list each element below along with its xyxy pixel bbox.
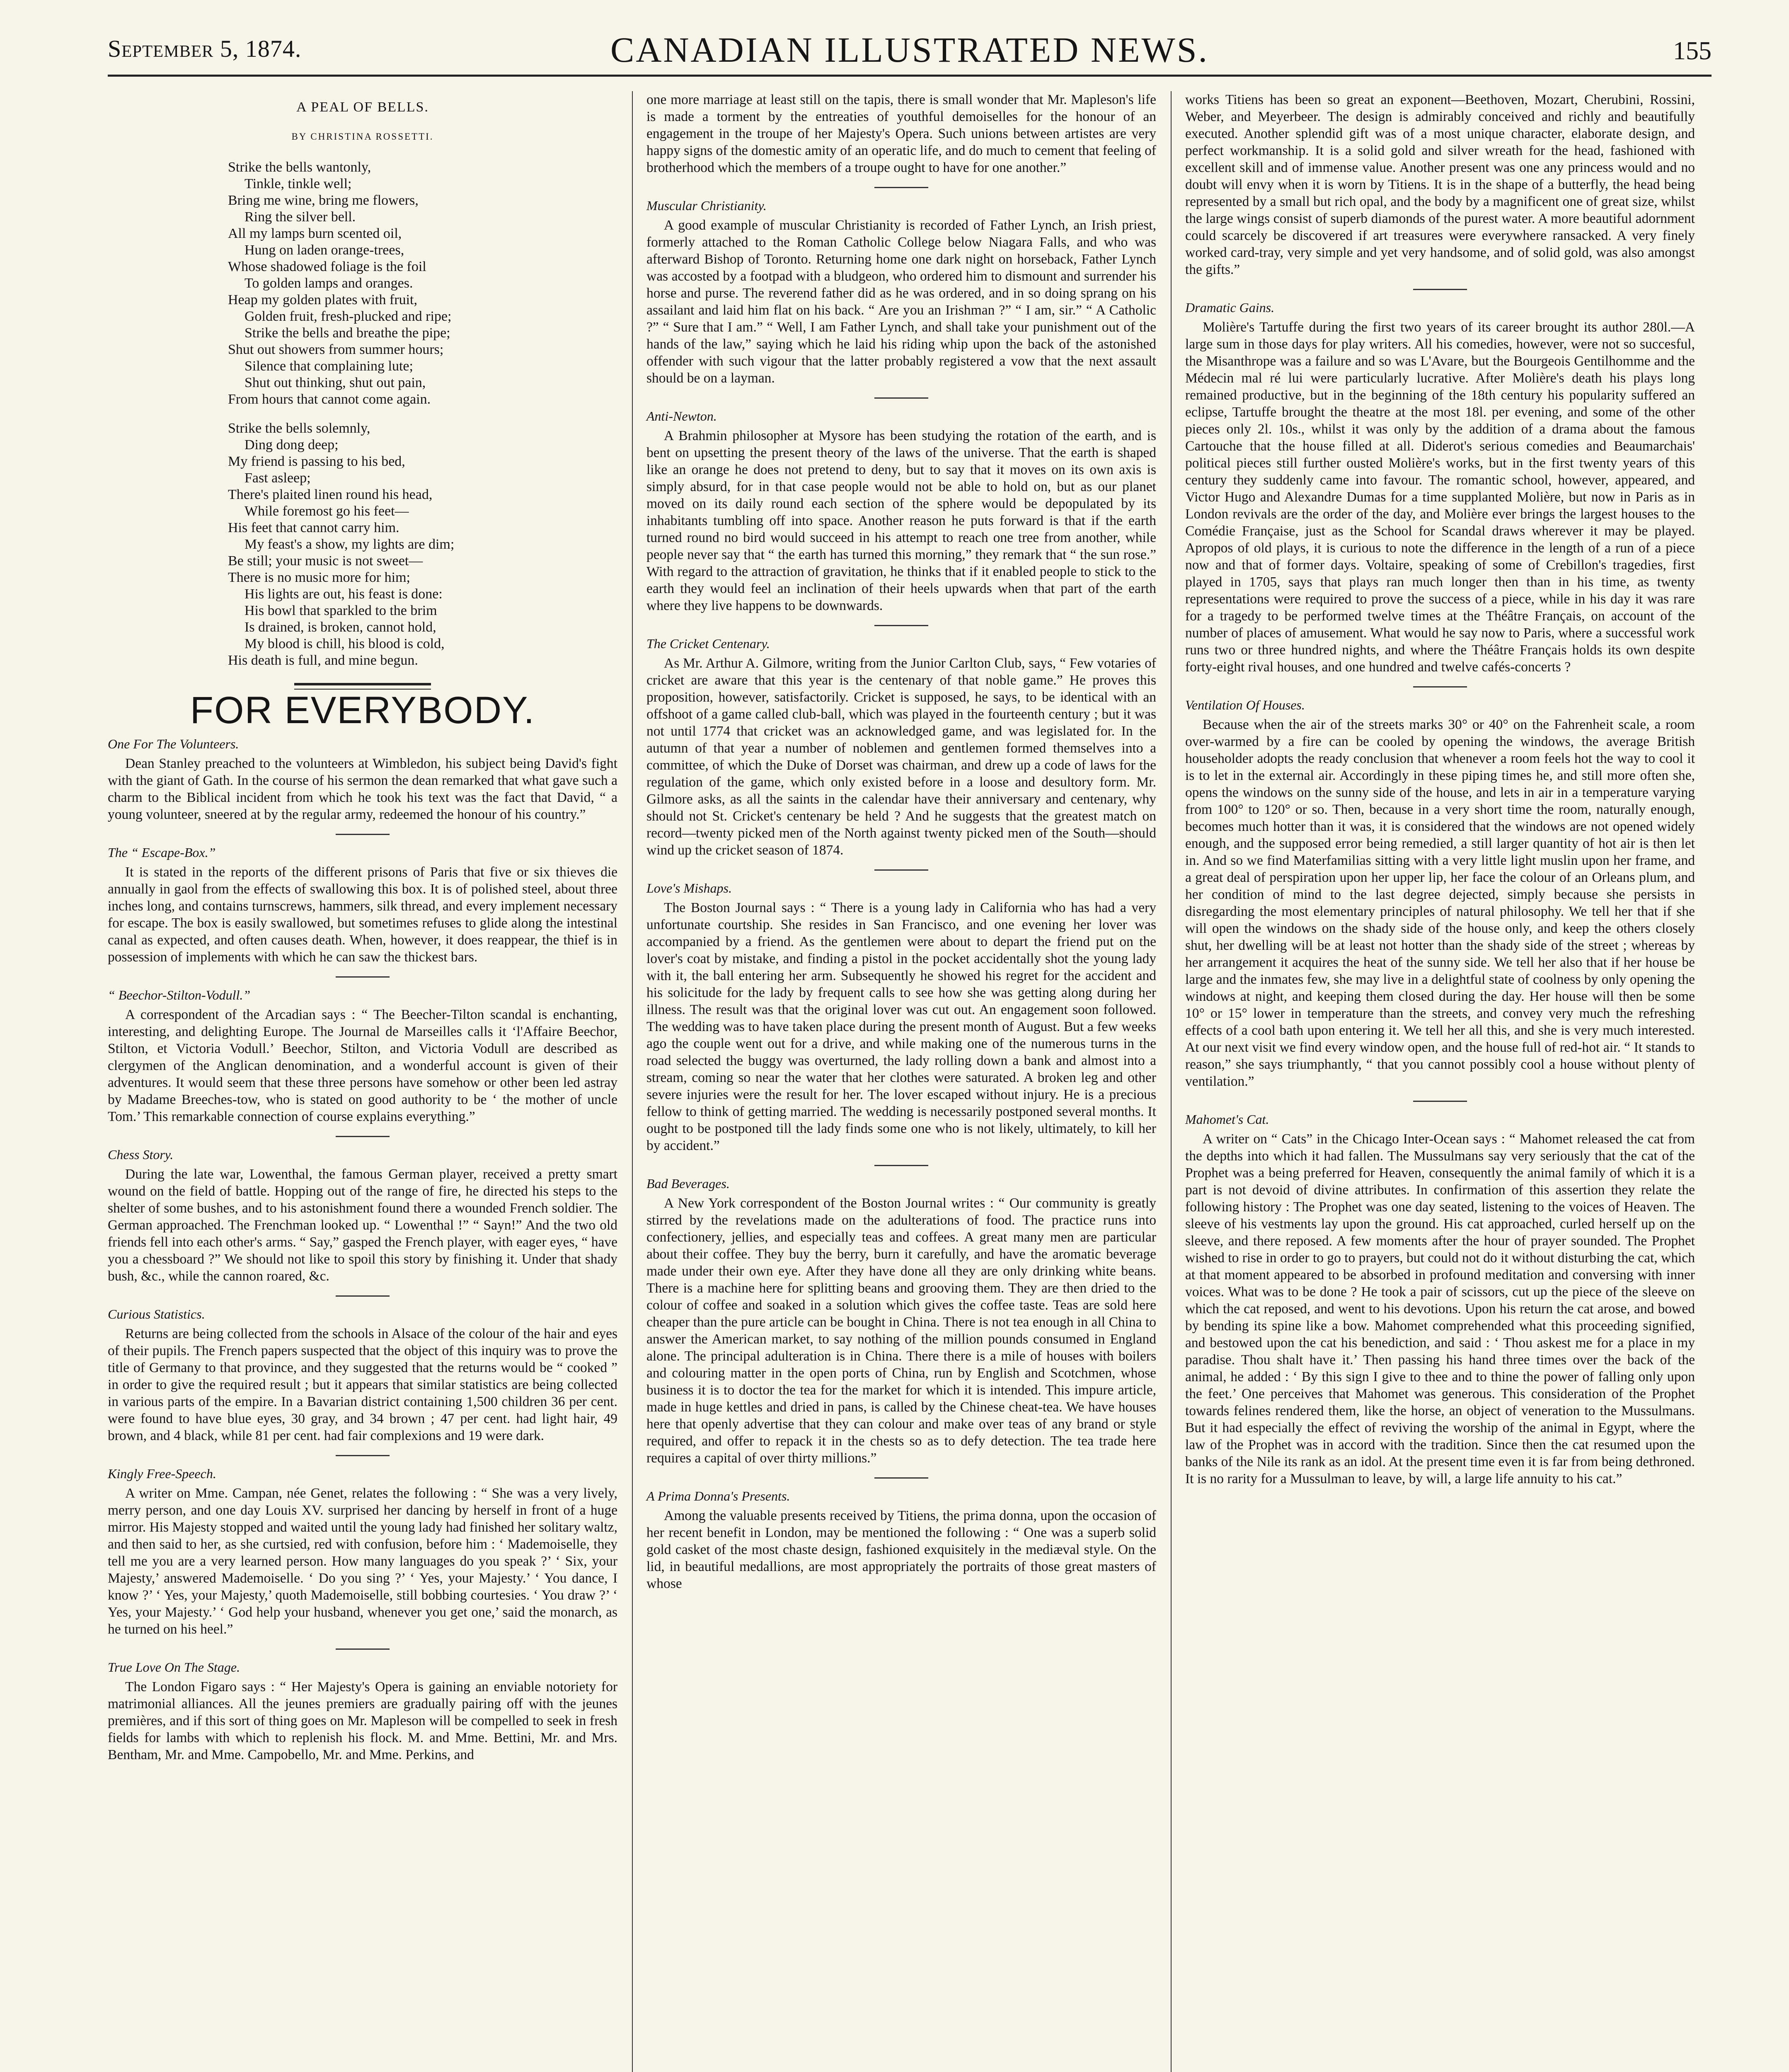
poem-line: Strike the bells solemnly, (228, 421, 370, 436)
article-headline: Ventilation Of Houses. (1185, 697, 1305, 712)
article-kingly (108, 1465, 617, 1638)
poem-line: Whose shadowed foliage is the foil (228, 259, 426, 274)
article-true-love (108, 1659, 617, 1763)
poem-line: From hours that cannot come again. (228, 392, 431, 407)
article-beverages (646, 1175, 1156, 1467)
article-paragraph: A Brahmin philosopher at Mysore has been studying the rotation of the earth, and is bent on upsetting the present theory of the laws of the universe. That the earth is shaped like an orange he does not pretend to deny, but to say that it moves on its own axis is simply absurd, for in that case people would not be able to hold on, but as our planet moved on its daily round each section of the sphere would be depopulated by its inhabitants tumbling off into space. Another reason he puts forward is that if the earth turned round no bird would succeed in his attempt to reach one tree from another, while people never say that “ the earth has turned this morning,” they remark that “ the sun rose.” With regard to the attraction of gravitation, he thinks that if it enabled people to stick to the earth they would feel an inclination of their heels upwards when that part of the earth where they live happens to be downwards. (646, 428, 1156, 613)
poem-line: My friend is passing to his bed, (228, 454, 405, 469)
masthead-rule (108, 75, 1712, 77)
article-divider (874, 1165, 928, 1166)
poem-line: Ding dong deep; (245, 437, 339, 453)
poem-line: Strike the bells wantonly, (228, 160, 371, 175)
article-mishaps (646, 880, 1156, 1154)
poem-line: While foremost go his feet— (245, 503, 409, 519)
poem-title: A PEAL OF BELLS. (296, 99, 429, 115)
article-divider (336, 834, 390, 835)
article-paragraph: As Mr. Arthur A. Gilmore, writing from the Junior Carlton Club, says, “ Few votaries of cricket are aware that this year is the centenary of that noble game.” He proves this proposition, however, satisfactorily. Cricket is supposed, he says, to be identical with an offshoot of a game called club-ball, which was played in the fourteenth century ; but it was not until 1774 that cricket was an acknowledged game, and was legislated for. In the autumn of that year a number of noblemen and gentlemen formed themselves into a committee, of which the Duke of Dorset was chairman, and drew up a code of laws for the regulation of the game, which only existed before in a loose and desultory form. Mr. Gilmore asks, as all the saints in the calendar have their anniversary and centenary, why should not St. Cricket's centenary be held ? And he suggests that the greatest match on record—twenty picked men of the North against twenty picked men of the South—should wind up the cricket season of 1874. (646, 656, 1156, 858)
poem-line: Shut out thinking, shut out pain, (245, 375, 426, 390)
poem-line: Is drained, is broken, cannot hold, (245, 620, 436, 635)
column-1 (108, 91, 617, 1768)
article-prima-donna-cont (1185, 91, 1695, 278)
article-mahomet (1185, 1111, 1695, 1487)
article-paragraph: Because when the air of the streets marks 30° or 40° on the Fahrenheit scale, a room over-warmed by a fire can be cooled by opening the windows, the average British householder adopts the ready conclusion that whenever a room feels hot the way to cool it is to let in the external air. Accordingly in these piping times he, and still more often she, opens the windows on the sunny side of the house, and lets in air in a temperature varying from 100° to 120° or so. Then, because in a very short time the room, naturally enough, becomes much hotter than it was, it is considered that the windows are not opened widely enough, and the supposed error being remedied, a still larger quantity of hot air is then let in. And so we find Materfamilias sitting with a very little light muslin upon her frame, and a great deal of perspiration upon her upper lip, her face the colour of an Orleans plum, and her condition of mind to the last degree dejected, simply because she persists in disregarding the most elementary principles of natural philosophy. We tell her that if she will open the windows on the shady side of the house only, and keep the others closely shut, her dwelling will be at least not hotter than the shady side of the street ; whereas by her arrangement it acquires the heat of the sunny side. We tell her also that if her house be large and the inmates few, she may live in a delightful state of coolness by only opening the windows at night, and keeping them closed during the day. Her house will then be some 10° or 15° lower in temperature than the streets, and convey very much the refreshing effects of a cool bath upon entering it. We tell her all this, and she is very much interested. At our next visit we find every window open, and the house full of red-hot air. “ It stands to reason,” she says triumphantly, “ that you cannot possibly cool a house without plenty of ventilation.” (1185, 717, 1695, 1089)
column-divider (632, 91, 633, 2072)
poem-line: His lights are out, his feast is done: (245, 586, 443, 602)
article-paragraph: Dean Stanley preached to the volunteers at Wimbledon, his subject being David's fight with the giant of Gath. In the course of his sermon the dean remarked that what gave such a charm to the Biblical incident from which he took his text was the fact that David, “ a young volunteer, sneered at by the regular army, redeemed the honour of his country.” (108, 756, 617, 822)
article-divider (1413, 289, 1467, 290)
poem-line: Bring me wine, bring me flowers, (228, 193, 419, 208)
article-cricket (646, 635, 1156, 859)
article-paragraph: The London Figaro says : “ Her Majesty's Opera is gaining an enviable notoriety for matrimonial alliances. All the jeunes premiers are gradually pairing off with the jeunes premières, and if this sort of thing goes on Mr. Mapleson will be compelled to seek in fresh fields for lambs with which to replenish his flock. M. and Mme. Bettini, Mr. and Mrs. Bentham, Mr. and Mme. Campobello, Mr. and Mme. Perkins, and (108, 1679, 617, 1762)
article-divider (874, 1477, 928, 1479)
article-paragraph: one more marriage at least still on the tapis, there is small wonder that Mr. Mapleson's life is made a torment by the entreaties of youthful demoiselles for the honour of an engagement in the troupe of her Majesty's Opera. Such unions between artistes are very happy signs of the domestic amity of an operatic life, and do much to cement that feeling of brotherhood which the members of a troupe ought to have for one another.” (646, 92, 1156, 175)
poem-line: His bowl that sparkled to the brim (245, 603, 437, 618)
article-headline: Mahomet's Cat. (1185, 1112, 1269, 1127)
poem-line: Shut out showers from summer hours; (228, 342, 444, 357)
article-statistics (108, 1306, 617, 1444)
article-divider (336, 1295, 390, 1297)
poem-line: Ring the silver bell. (245, 209, 356, 225)
poem-line: My blood is chill, his blood is cold, (245, 636, 445, 651)
column-divider (1171, 91, 1172, 2072)
article-paragraph: Returns are being collected from the schools in Alsace of the colour of the hair and eyes of their pupils. The French papers suspected that the object of this inquiry was to prove the title of Germany to that province, and they suggested that the returns would be “ cooked ” in order to give the required result ; but it appears that similar statistics are being collected in various parts of the empire. In a Bavarian district containing 1,500 children 36 per cent. were found to have blue eyes, 30 gray, and 34 brown ; 47 per cent. had light hair, 49 brown, and 4 black, while 81 per cent. had fair complexions and 19 were dark. (108, 1326, 617, 1443)
poem-line: Be still; your music is not sweet— (228, 553, 423, 569)
masthead (108, 29, 1712, 75)
article-anti-newton (646, 408, 1156, 614)
article-divider (874, 187, 928, 188)
article-paragraph: The Boston Journal says : “ There is a young lady in California who has had a very unfortunate courtship. She resides in San Francisco, and one evening her lover was accompanied by a friend. As the gentlemen were about to depart the friend put on the lover's coat by mistake, and finding a pistol in the pocket accidentally shot the young lady with it, the ball entering her arm. Subsequently he showed his regret for the accident and his solicitude for the lady by frequent calls to see how she was getting along during her illness. The result was that the original lover was cut out. An engagement soon followed. The wedding was to have taken place during the present month of August. But a few weeks ago the couple went out for a drive, and while making one of the numerous turns in the road selected the buggy was overturned, the lady rolling down a bank and almost into a stream, coming so near the water that her clothes were saturated. A broken leg and other severe injuries were the result for her. The lover escaped without injury. He is a precious fellow to think of getting married. The wedding is necessarily postponed several months. It ought to be postponed till the lady finds some one who is not likely, ultimately, to kill her by accident.” (646, 900, 1156, 1153)
article-divider (874, 397, 928, 399)
poem-line: Fast asleep; (245, 470, 311, 486)
article-muscular (646, 197, 1156, 387)
column-3 (1185, 91, 1695, 1492)
article-paragraph: During the late war, Lowenthal, the famous German player, received a pretty smart wound on the field of battle. Hopping out of the range of fire, he directed his steps to the shelter of some bushes, and to his astonishment found there a wounded French soldier. The German approached. The Frenchman looked up. “ Lowenthal !” “ Sayn!” And the two old friends fell into each other's arms. “ Say,” gasped the French player, with eager eyes, “ have you a chessboard ?” We should not like to spoil this story by finishing it. Under that shady bush, &c., while the cannon roared, &c. (108, 1167, 617, 1284)
article-escape-box (108, 844, 617, 966)
article-headline: A Prima Donna's Presents. (646, 1489, 790, 1503)
poem-line: Silence that complaining lute; (245, 358, 413, 374)
poem-line: Strike the bells and breathe the pipe; (245, 325, 450, 341)
article-headline: Chess Story. (108, 1147, 174, 1162)
article-paragraph: A writer on Mme. Campan, née Genet, relates the following : “ She was a very lively, merry person, and one day Louis XV. surprised her dancing by herself in front of a huge mirror. His Majesty stopped and waited until the young lady had finished her solitary waltz, and then said to her, as she curtsied, red with confusion, before him : ‘ Mademoiselle, they tell me you are a very learned person. How many languages do you speak ?’ ‘ Six, your Majesty,’ answered Mademoiselle. ‘ Do you sing ?’ ‘ Yes, your Majesty.’ ‘ You dance, I know ?’ ‘ Yes, your Majesty,’ quoth Mademoiselle, still bobbing courtesies. ‘ You draw ?’ ‘ Yes, your Majesty.’ ‘ God help your husband, whenever you get one,’ said the monarch, as he turned on his heel.” (108, 1486, 617, 1637)
poem-line: Tinkle, tinkle well; (245, 176, 352, 191)
poem-line: Heap my golden plates with fruit, (228, 292, 418, 307)
poem-line: My feast's a show, my lights are dim; (245, 537, 455, 552)
poem-line: His feet that cannot carry him. (228, 520, 399, 535)
article-headline: One For The Volunteers. (108, 736, 239, 751)
poem-line: Golden fruit, fresh-plucked and ripe; (245, 309, 452, 324)
article-beecher (108, 987, 617, 1125)
article-divider (1413, 686, 1467, 687)
article-headline: Muscular Christianity. (646, 198, 767, 213)
poem-stanza (228, 159, 617, 408)
poem-stanza (228, 420, 617, 669)
page-number: 155 (1673, 37, 1712, 65)
article-paragraph: Among the valuable presents received by Titiens, the prima donna, upon the occasion of her recent benefit in London, may be mentioned the following : “ One was a superb solid gold casket of the most chaste design, fashioned exquisitely in the mediæval style. On the lid, in beautiful medallions, are most appropriately the portraits of those great masters of whose (646, 1508, 1156, 1591)
article-true-love-cont (646, 91, 1156, 176)
article-divider (1413, 1101, 1467, 1102)
article-headline: The “ Escape-Box.” (108, 845, 216, 860)
article-headline: Anti-Newton. (646, 409, 717, 424)
article-divider (336, 1136, 390, 1137)
article-chess (108, 1146, 617, 1285)
poem-byline: BY CHRISTINA ROSSETTI. (291, 131, 434, 142)
poem-line: His death is full, and mine begun. (228, 653, 418, 668)
issue-date: September 5, 1874. (108, 35, 302, 62)
article-dramatic (1185, 299, 1695, 675)
poem-line: All my lamps burn scented oil, (228, 226, 402, 241)
article-paragraph: works Titiens has been so great an exponent—Beethoven, Mozart, Cherubini, Rossini, Weber, and Meyerbeer. The design is admirably conceived and richly and beautifully executed. Another splendid gift was of a most unique character, elaborate design, and perfect workmanship. It is a solid gold and silver wreath for the head, fashioned with excellent skill and of immense value. Another present was one any princess would and no doubt will envy when it is worn by Titiens. It is in the shape of a butterfly, the head being represented by a small but rich opal, and the body by a magnificent one of great size, whilst the large wings consist of superb diamonds of the purest water. A more beautiful adornment could scarcely be discovered if art treasures were everywhere ransacked. A very finely worked card-tray, very simple and yet very handsome, and of solid gold, was also amongst the gifts.” (1185, 92, 1695, 277)
poem-line: To golden lamps and oranges. (245, 276, 413, 291)
article-headline: Love's Mishaps. (646, 881, 732, 896)
article-headline: “ Beechor-Stilton-Vodull.” (108, 988, 251, 1002)
article-prima-donna (646, 1488, 1156, 1592)
article-paragraph: A correspondent of the Arcadian says : “ The Beecher-Tilton scandal is enchanting, interesting, and delighting Europe. The Journal de Marseilles calls it ‘l'Affaire Beechor, Stilton, et Victoria Vodull.’ Beechor, Stilton, and Victoria Vodull are described as clergymen of the Anglican denomination, and a wonderful account is given of their adventures. It would seem that these three persons have somehow or other been led astray by Madame Breeches-tow, who is stated on good authority to be ‘ the mother of uncle Tom.’ This remarkable connection of course explains everything.” (108, 1007, 617, 1124)
article-headline: True Love On The Stage. (108, 1660, 240, 1675)
newspaper-title: CANADIAN ILLUSTRATED NEWS. (610, 30, 1209, 70)
article-divider (874, 869, 928, 871)
article-headline: Bad Beverages. (646, 1176, 730, 1191)
article-divider (336, 1455, 390, 1456)
article-headline: Dramatic Gains. (1185, 300, 1275, 315)
article-paragraph: A good example of muscular Christianity is recorded of Father Lynch, an Irish priest, formerly attached to the Roman Catholic College below Niagara Falls, and who was afterward Bishop of Toronto. Returning home one dark night on horseback, Father Lynch was accosted by a footpad with a bludgeon, who ordered him to dismount and surrender his horse and purse. The reverend father did as he was ordered, and in so doing sprang on his assailant and laid him flat on his back. “ Are you an Irishman ?” “ I am, sir.” “ A Catholic ?” “ Sure that I am.” “ Well, I am Father Lynch, and shall take your punishment out of the hands of the law,” saying which he laid his riding whip upon the back of the astonished offender with such vigour that the latter probably registered a vow that the next assault should be on a layman. (646, 218, 1156, 386)
section-title: FOR EVERYBODY. (190, 689, 535, 731)
article-volunteers (108, 736, 617, 823)
article-ventilation (1185, 697, 1695, 1090)
poem-line: There is no music more for him; (228, 570, 411, 585)
article-headline: The Cricket Centenary. (646, 636, 770, 651)
article-divider (336, 1648, 390, 1650)
section-rule (294, 683, 431, 685)
article-paragraph: A New York correspondent of the Boston Journal writes : “ Our community is greatly stirred by the revelations made on the adulterations of food. The practice runs into confectionery, jellies, and especially teas and coffees. A great many men are particular about their coffee. They buy the berry, burn it carefully, and have the aromatic beverage made under their own eye. After they have done all they are only drinking white beans. There is a machine here for splitting beans and grooving them. They are then dried to the colour of coffee and soaked in a solution which gives the coffee taste. Teas are sold here cheaper than the pure article can be bought in China. There is not tea enough in all China to answer the American market, to say nothing of the million pounds consumed in England alone. The principal adulteration is in China. There there is a mile of houses with boilers and colouring matter in the open ports of China, run by English and Scotchmen, whose business it is to doctor the tea for the market for which it is intended. This impure article, made in huge kettles and dried in pans, is called by the Chinese cheat-tea. We have houses here that openly advertise that they can colour and make over teas of any brand or style required, and offer to repack it in the chests so as to defy detection. The tea trade here requires a capital of over thirty millions.” (646, 1196, 1156, 1466)
article-paragraph: A writer on “ Cats” in the Chicago Inter-Ocean says : “ Mahomet released the cat from the depths into which it had fallen. The Mussulmans say very seriously that the cat of the Prophet was a being preferred for Heaven, consequently the animal family of which it is a part is not devoid of divine attributes. In confirmation of this assertion they relate the following history : The Prophet was one day seated, listening to the voices of Heaven. The sleeve of his vestments lay upon the ground. His cat approached, curled herself up on the sleeve, and there reposed. A few moments after the hour of prayer sounded. The Prophet wished to rise in order to go to prayers, but could not do it without disturbing the cat, which at that moment appeared to be absorbed in profound meditation and conversing with inner voices. What was to be done ? He took a pair of scissors, cut up the piece of the sleeve on which the cat reposed, and went to his devotions. Upon his return the cat arose, and bowed by bending its spine like a bow. Mahomet comprehended what this proceeding signified, and bestowed upon the cat his benediction, and said : ‘ Thou askest me for a place in my paradise. Thou shalt have it.’ Then passing his hand three times over the back of the animal, he added : ‘ By this sign I give to thee and to thine the power of falling only upon the feet.’ One perceives that Mahomet was generous. This consideration of the Prophet towards felines rendered them, like the horse, an object of veneration to the Mussulmans. But it had especially the effect of reviving the worship of the animal in Egypt, where the law of the Prophet was in accord with the tradition. Since then the cat resumed upon the banks of the Nile its rank as an idol. At the present time even it is far from being dethroned. It is no rarity for a Mussulman to leave, by will, a large life annuity to his cat.” (1185, 1131, 1695, 1486)
poem-line: Hung on laden orange-trees, (245, 242, 404, 258)
poem-line: There's plaited linen round his head, (228, 487, 433, 502)
article-paragraph: It is stated in the reports of the different prisons of Paris that five or six thieves die annually in gaol from the effects of swallowing this box. It is of polished steel, about three inches long, and contains turnscrews, hammers, silk thread, and every implement necessary for escape. The box is easily swallowed, but sometimes refuses to glide along the intestinal canal as expected, and often causes death. When, however, it does reappear, the thief is in possession of implements with which he can saw the thickest bars. (108, 864, 617, 965)
article-headline: Curious Statistics. (108, 1307, 205, 1322)
article-headline: Kingly Free-Speech. (108, 1466, 216, 1481)
article-paragraph: Molière's Tartuffe during the first two years of its career brought its author 280l.—A large sum in those days for play writers. All his comedies, however, were not so succesful, the Misanthrope was a failure and so was L'Avare, but the Bourgeois Gentilhomme and the Médecin mal ré lui were particularly lucrative. After Molière's death his plays long remained productive, but in the beginning of the 18th century his popularity suffered an eclipse, Tartuffe brought the theatre at the most 18l. per evening, and some of the other pieces only 2l. 10s., whilst it was only by the addition of a drama about the famous Cartouche that the house filled at all. Diderot's serious comedies and Beaumarchais' political pieces still further ousted Molière's works, but in the first twenty years of this century they suddenly came into favour. The romantic school, however, appeared, and Victor Hugo and Alexandre Dumas for a time supplanted Molière, but now in Paris as in London revivals are the order of the day, and Molière ever brings the largest houses to the Comédie Française, just as the School for Scandal draws wherever it may be played. Apropos of old plays, it is curious to note the difference in the length of a run of a piece now and that of former days. Voltaire, speaking of some of Crebillon's tragedies, first played in 1705, says that plays ran much longer then than in his time, as twenty representations were required to prove the success of a piece, while in his day it was rare for a tragedy to be performed twelve times at the Théâtre Français, on account of the number of places of amusement. What would he say now to Paris, where a successful work runs two or three hundred nights, and where the Théâtre Français holds its own despite forty-eight rival houses, and one hundred and twelve cafés-concerts ? (1185, 320, 1695, 675)
article-divider (874, 625, 928, 626)
column-2 (646, 91, 1156, 1597)
article-divider (336, 976, 390, 978)
